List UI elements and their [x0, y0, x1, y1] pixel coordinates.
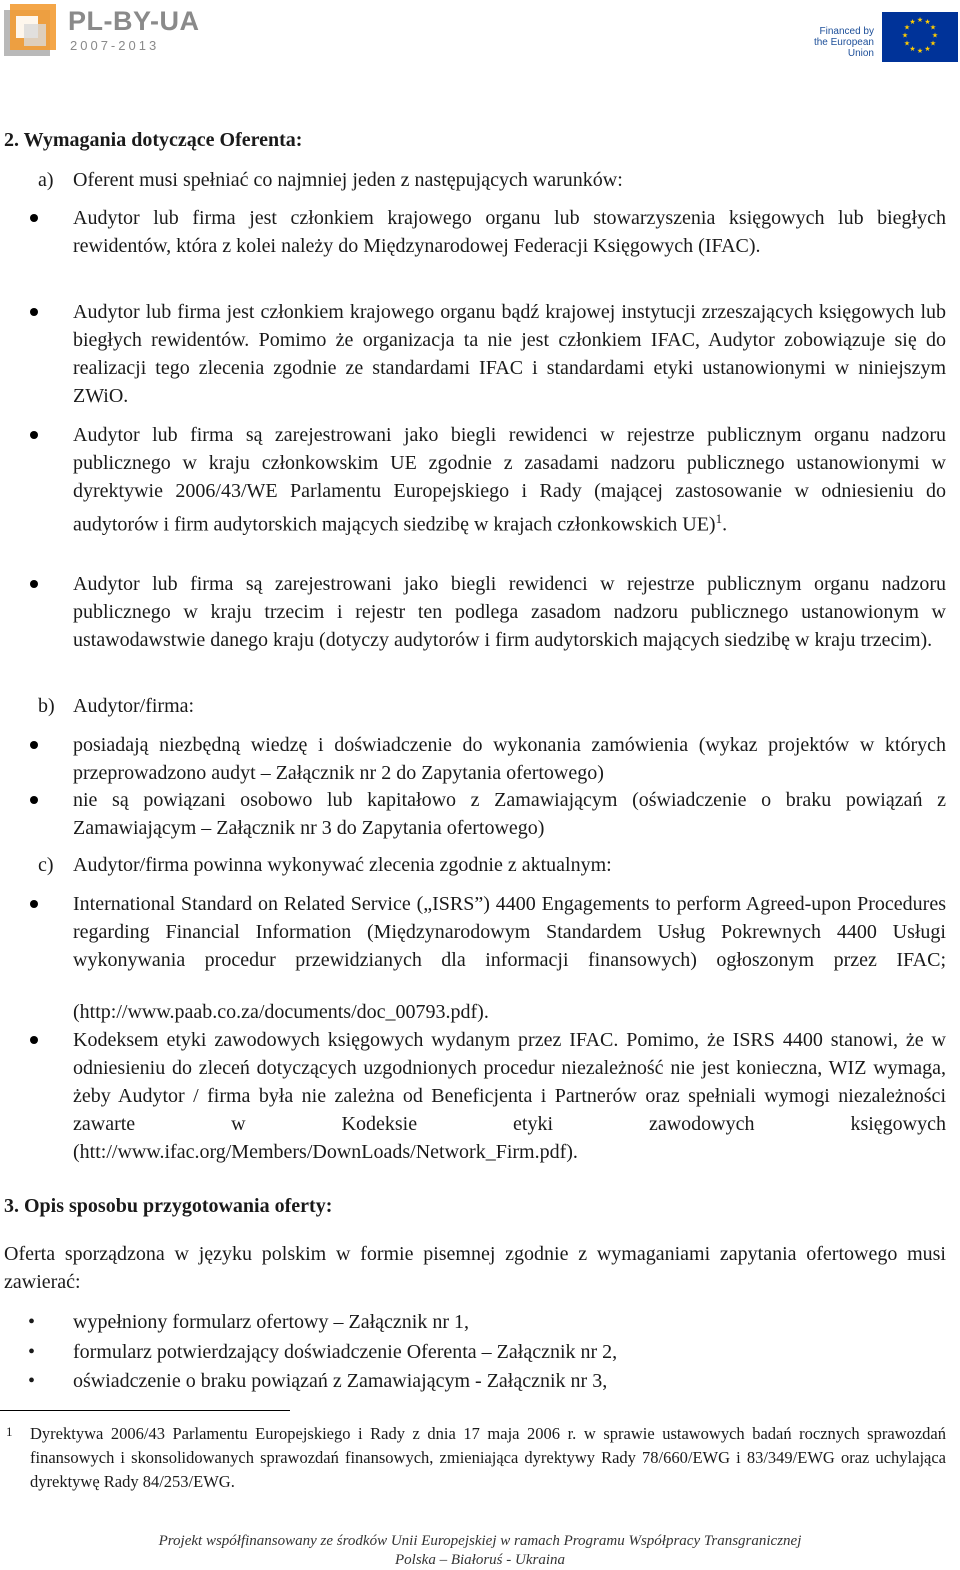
footnote-separator [0, 1410, 290, 1411]
bullet-icon [30, 308, 38, 316]
list-a-item-3 [73, 421, 946, 539]
list-a-label: a) [38, 169, 54, 191]
bullet-icon: • [28, 1311, 36, 1333]
eu-funding-line1: Financed by [819, 26, 874, 37]
footnote-mark: 1 [6, 1424, 13, 1439]
section-3-item-1: wypełniony formularz ofertowy – Załącznik nr 1, [73, 1311, 469, 1333]
section-3-intro: Oferta sporządzona w języku polskim w formie pisemnej zgodnie z wymaganiami zapytania ofertowego musi zawierać: [4, 1243, 946, 1293]
svg-text:★: ★ [909, 18, 916, 26]
program-logo-years: 2007-2013 [70, 38, 160, 53]
list-b-label: b) [38, 695, 55, 717]
eu-flag-icon [882, 12, 958, 62]
page-footer [0, 1532, 960, 1570]
svg-text:★: ★ [916, 16, 924, 24]
list-b-text: Audytor/firma: [73, 695, 195, 717]
list-b-item-2: nie są powiązani osobowo lub kapitałowo z Zamawiającym (oświadczenie o braku powiązań z Zamawiającym – Załącznik nr 3 do Zapytania ofertowego) [73, 789, 946, 839]
bullet-icon [30, 214, 38, 222]
eu-funding-label [788, 26, 874, 59]
program-logo-text: PL-BY-UA [68, 6, 200, 36]
list-b-item-1: posiadają niezbędną wiedzę i doświadczenie do wykonania zamówienia (wykaz projektów w których przeprowadzono audyt – Załącznik nr 2 do Zapytania ofertowego) [73, 734, 946, 784]
list-c-item-1-url: (http://www.paab.co.za/documents/doc_00793.pdf). [73, 1001, 489, 1023]
list-a-text: Oferent musi spełniać co najmniej jeden z następujących warunków: [73, 169, 623, 191]
list-c-item-1: International Standard on Related Service („ISRS”) 4400 Engagements to perform Agreed-upon Procedures regarding Financial Information (Międzynarodowym Standardem Usług Pokrewnych 4400 Usługi wykonywania procedur przewidzianych dla informacji finansowych) ogłoszonym przez IFAC; [73, 893, 946, 971]
section-3-item-2: formularz potwierdzający doświadczenie Oferenta – Załącznik nr 2, [73, 1341, 618, 1363]
bullet-icon [30, 900, 38, 908]
list-a-item-2: Audytor lub firma jest członkiem krajowego organu bądź krajowej instytucji zrzeszających księgowych lub biegłych rewidentów. Pomimo że organizacja ta nie jest członkiem IFAC, Audytor zobowiązuje się do realizacji tego zlecenia zgodnie ze standardami IFAC i standardami etyki ustanowionymi w niniejszym ZWiO. [73, 301, 946, 407]
svg-text:★: ★ [924, 45, 931, 53]
svg-text:★: ★ [924, 18, 931, 26]
bullet-icon: • [28, 1341, 36, 1363]
list-a-item-4: Audytor lub firma są zarejestrowani jako biegli rewidenci w rejestrze publicznym organu nadzoru publicznego w kraju trzecim i rejestr ten podlega zasadom nadzoru publicznego ustanowionym w ustawodawstwie danego kraju (dotyczy audytorów i firm audytorskich mających siedzibę w kraju trzecim). [73, 573, 946, 651]
list-a-item-1: Audytor lub firma jest członkiem krajowego organu lub stowarzyszenia księgowych lub biegłych rewidentów, która z kolei należy do Międzynarodowej Federacji Księgowych (IFAC). [73, 207, 946, 257]
svg-text:★: ★ [903, 39, 911, 48]
bullet-icon [30, 431, 38, 439]
eu-funding-line2: the European Union [813, 37, 874, 59]
program-logo-icon [4, 4, 56, 56]
list-c-text: Audytor/firma powinna wykonywać zlecenia zgodnie z aktualnym: [73, 854, 612, 876]
list-a-item-3-end: . [722, 513, 728, 536]
svg-text:★: ★ [931, 31, 939, 40]
footer-line2: Polska – Białoruś - Ukraina [395, 1552, 565, 1568]
section-2-heading: 2. Wymagania dotyczące Oferenta: [4, 129, 303, 151]
svg-text:★: ★ [929, 23, 937, 32]
bullet-icon [30, 580, 38, 588]
program-logo [4, 4, 204, 60]
list-c-item-2: Kodeksem etyki zawodowych księgowych wydanym przez IFAC. Pomimo, że ISRS 4400 stanowi, że w odniesieniu do zleceń dotyczących uzgodnionych procedur niezależność nie jest konieczna, WIZ wymaga, żeby Audytor / firma była nie zależna od Beneficjenta i Partnerów oraz spełniali wymogi niezależności zawarte w Kodeksie etyki zawodowych księgowych (htt://www.ifac.org/Members/DownLoads/Network_Firm.pdf). [73, 1029, 946, 1163]
list-a-item-3-text: Audytor lub firma są zarejestrowani jako biegli rewidenci w rejestrze publicznym organu nadzoru publicznego w kraju członkowskim UE zgodnie z zasadami nadzoru publicznego ustanowionymi w dyrektywie 2006/43/WE Parlamentu Europejskiego i Rady (mającej zastosowanie w odniesieniu do audytorów i firm audytorskich mających siedzibę w krajach członkowskich UE) [73, 424, 946, 536]
svg-text:★: ★ [903, 23, 911, 32]
footer-line1: Projekt współfinansowany ze środków Unii Europejskiej w ramach Programu Współpracy Transgranicznej [158, 1533, 802, 1549]
footnote-text: Dyrektywa 2006/43 Parlamentu Europejskiego i Rady z dnia 17 maja 2006 r. w sprawie ustawowych badań rocznych sprawozdań finansowych i skonsolidowanych sprawozdań finansowych, zmieniająca dyrektywy Rady 78/660/EWG i 83/349/EWG oraz uchylająca dyrektywę Rady 84/253/EWG. [30, 1424, 946, 1491]
list-c-label: c) [38, 854, 54, 876]
svg-text:★: ★ [909, 45, 916, 53]
bullet-icon: • [28, 1370, 36, 1392]
bullet-icon [30, 1036, 38, 1044]
bullet-icon [30, 741, 38, 749]
svg-text:★: ★ [916, 47, 924, 55]
section-3-heading: 3. Opis sposobu przygotowania oferty: [4, 1195, 333, 1217]
bullet-icon [30, 796, 38, 804]
svg-text:★: ★ [929, 39, 937, 48]
section-3-item-3: oświadczenie o braku powiązań z Zamawiającym - Załącznik nr 3, [73, 1370, 608, 1392]
footnote-reference: 1 [715, 511, 723, 526]
svg-text:★: ★ [901, 31, 909, 40]
